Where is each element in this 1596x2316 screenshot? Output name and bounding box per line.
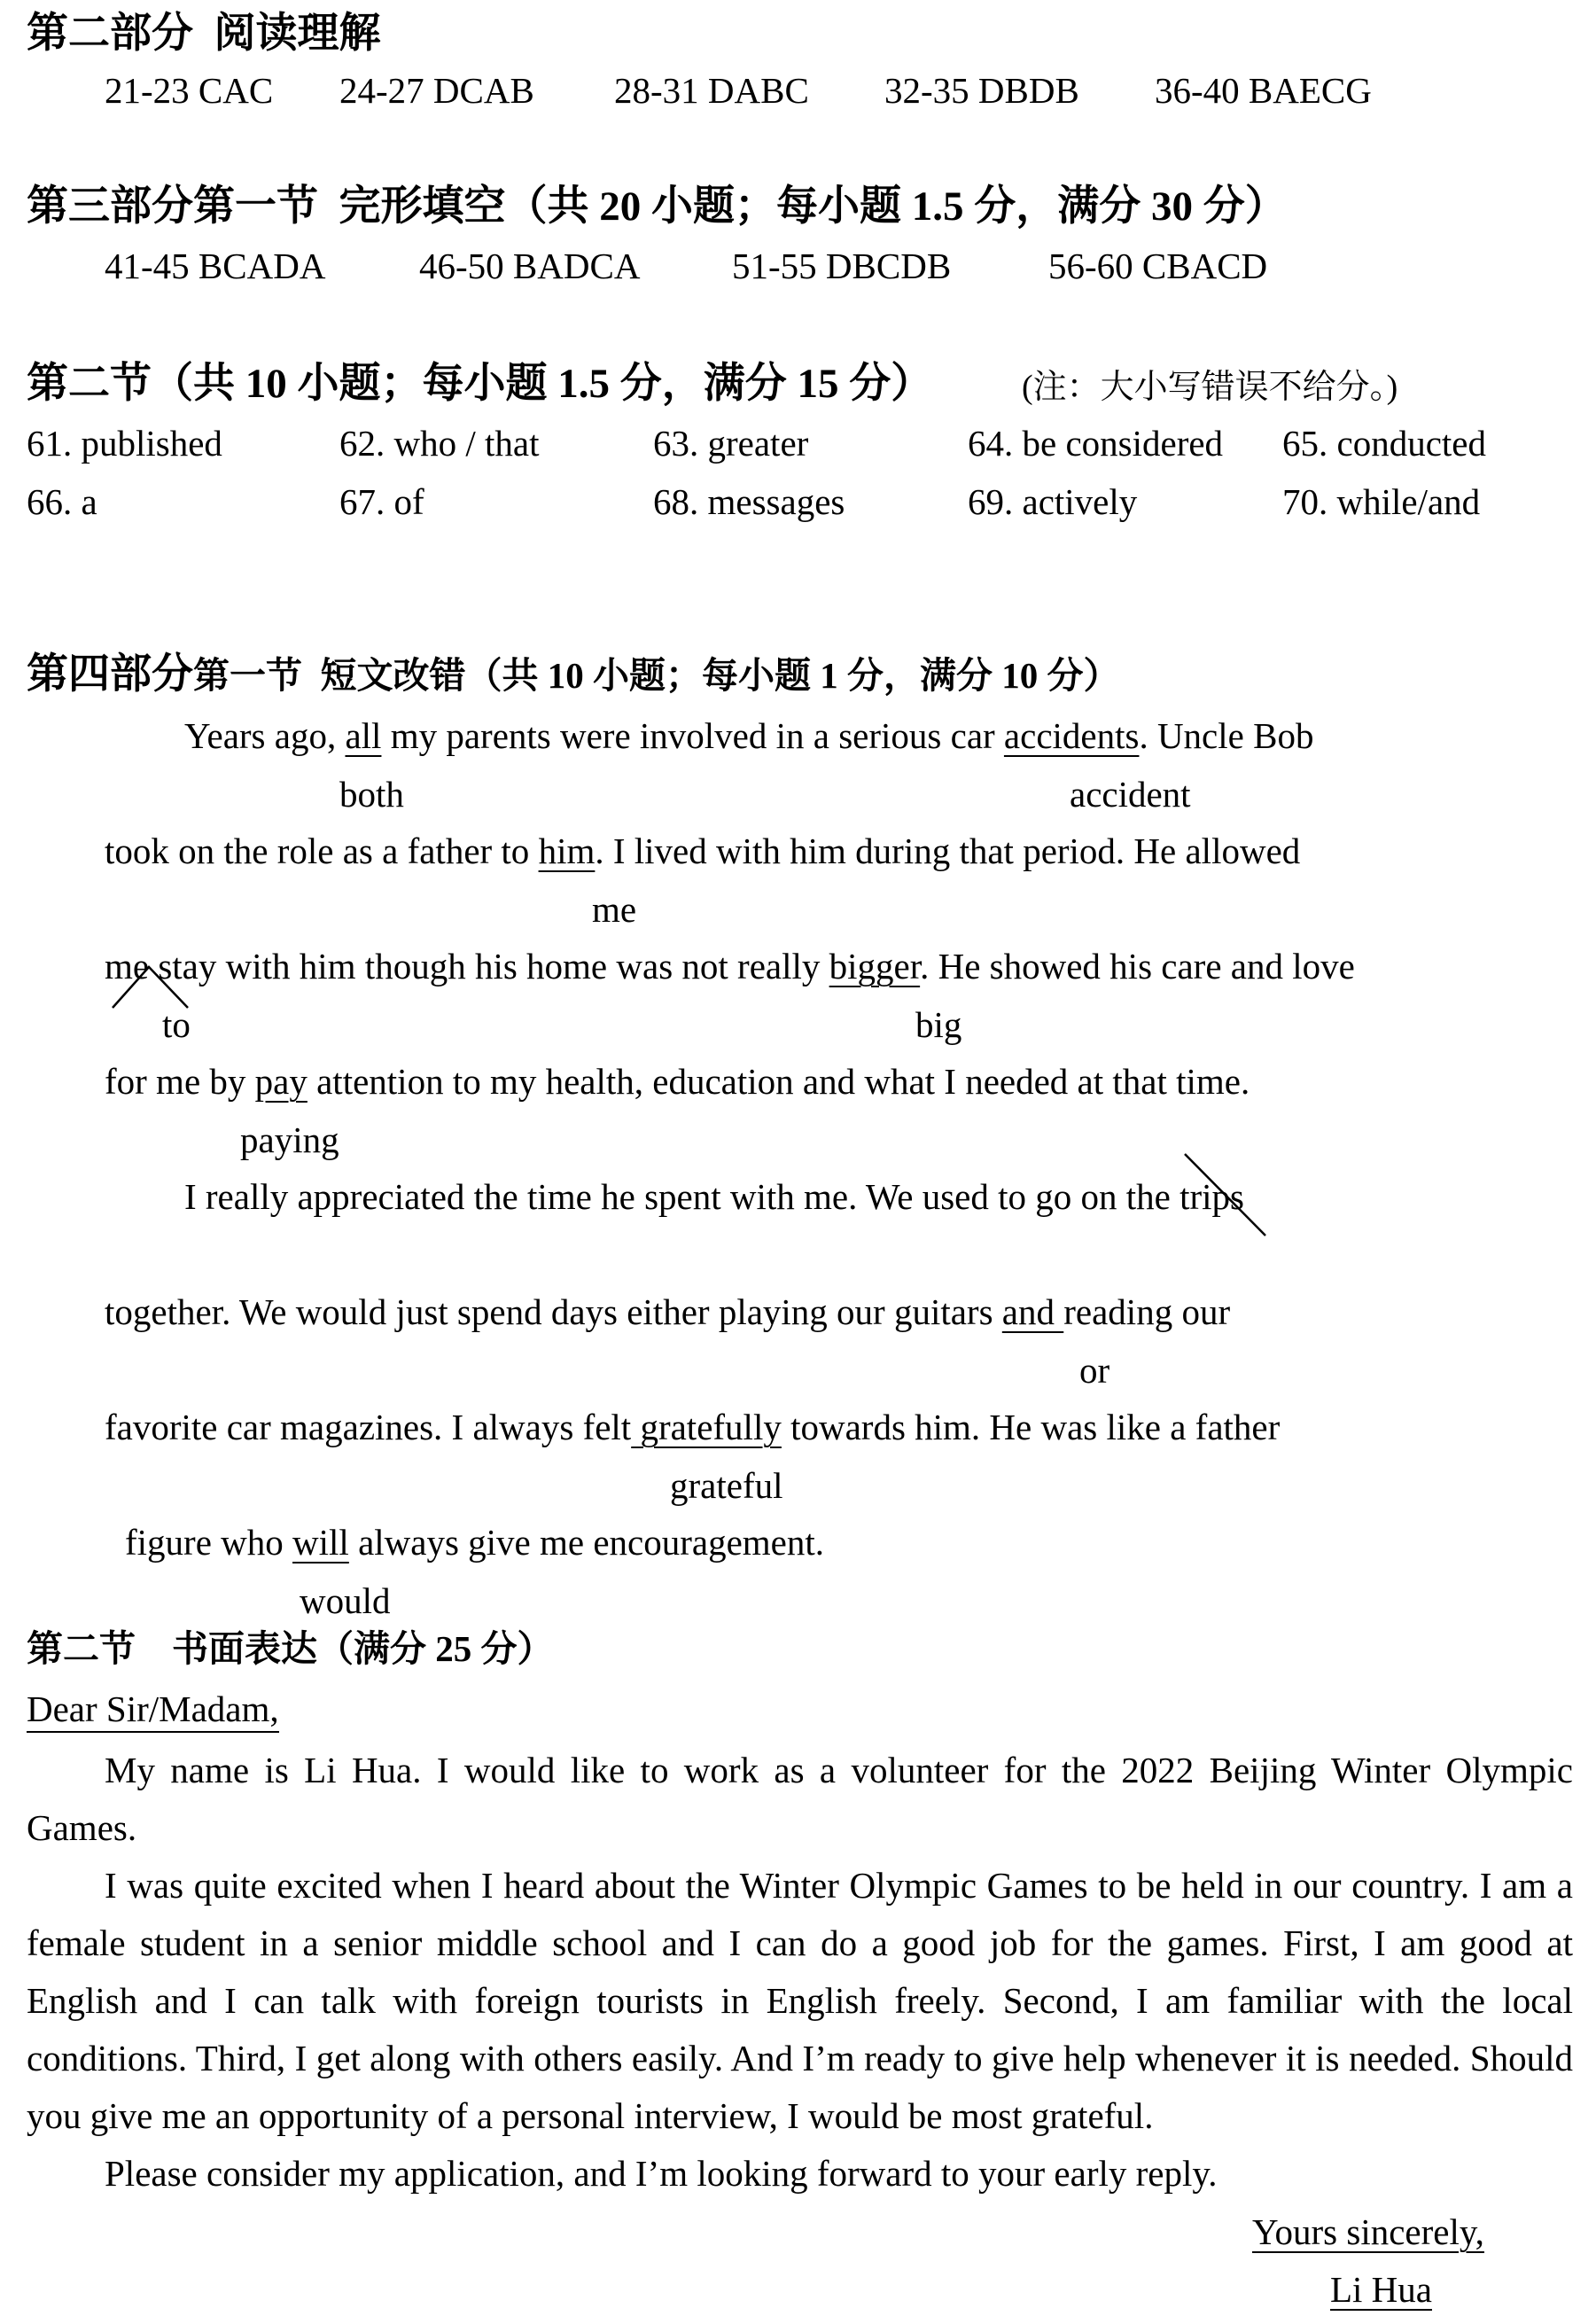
- letter-paragraph-3: Please consider my application, and I’m looking forward to your early reply.: [105, 2153, 1218, 2194]
- correction-line-1: Years ago, all my parents were involved in a serious car accidents. Uncle Bob: [184, 715, 1314, 756]
- correction-line-2: took on the role as a father to him. I lived with him during that period. He allowed: [105, 830, 1301, 871]
- part2-title: 第二部分 阅读理解: [27, 11, 381, 57]
- section2-title: 第二节（共 10 小题；每小题 1.5 分，满分 15 分）: [27, 361, 933, 407]
- correction-line-7: favorite car magazines. I always felt gratefully towards him. He was like a father: [105, 1407, 1281, 1447]
- correction-both: both: [339, 774, 404, 815]
- answer-70: 70. while/and: [1282, 481, 1481, 522]
- part2-answer-1: 21-23 CAC: [105, 70, 274, 111]
- correction-paying: paying: [240, 1119, 339, 1160]
- part2-answer-4: 32-35 DBDB: [884, 70, 1079, 111]
- correction-line-5: I really appreciated the time he spent with me. We used to go on the trips: [184, 1176, 1244, 1217]
- answer-69: 69. actively: [968, 481, 1138, 522]
- correction-to: to: [162, 1004, 191, 1045]
- part2-answer-2: 24-27 DCAB: [339, 70, 534, 111]
- answer-62: 62. who / that: [339, 423, 540, 464]
- correction-line-3: me stay with him though his home was not really bigger. He showed his care and love: [105, 946, 1355, 986]
- correction-would: would: [300, 1580, 391, 1621]
- letter-signature: Li Hua: [1330, 2269, 1432, 2310]
- answer-64: 64. be considered: [968, 423, 1224, 464]
- letter-paragraph-2: I was quite excited when I heard about the Winter Olympic Games to be held in our country. I am a female student in a senior middle school and I can do a good job for the games. First, I am good at English and I can talk with foreign tourists in English freely. Second, I am familiar with the local conditions. Third, I get along with others easily. And I’m ready to give help whenever it is needed. Should you give me an opportunity of a personal interview, I would be most grateful.: [27, 1865, 1573, 2136]
- correction-me: me: [592, 889, 637, 930]
- section2-note: (注：大小写错误不给分。): [1022, 369, 1398, 406]
- correction-or: or: [1079, 1350, 1110, 1391]
- part4-title: 第四部分第一节 短文改错（共 10 小题；每小题 1 分，满分 10 分）: [27, 651, 1120, 698]
- letter-paragraph-1: My name is Li Hua. I would like to work as a volunteer for the 2022 Beijing Winter Olympic Games.: [27, 1750, 1573, 1848]
- correction-line-4: for me by pay attention to my health, education and what I needed at that time.: [105, 1061, 1250, 1102]
- answer-63: 63. greater: [653, 423, 809, 464]
- part3-answer-3: 51-55 DBCDB: [732, 246, 952, 286]
- letter-closing: Yours sincerely,: [1252, 2211, 1484, 2252]
- correction-line-6: together. We would just spend days either playing our guitars and reading our: [105, 1291, 1231, 1332]
- correction-accident: accident: [1070, 774, 1191, 815]
- correction-big: big: [915, 1004, 962, 1045]
- part3-answer-2: 46-50 BADCA: [419, 246, 641, 286]
- answer-68: 68. messages: [653, 481, 845, 522]
- answer-67: 67. of: [339, 481, 424, 522]
- correction-line-8: figure who will always give me encouragement.: [125, 1522, 825, 1563]
- writing-title: 第二节 书面表达（满分 25 分）: [27, 1628, 554, 1669]
- letter-body: [27, 1742, 1573, 2203]
- part2-answer-5: 36-40 BAECG: [1155, 70, 1372, 111]
- answer-61: 61. published: [27, 423, 222, 464]
- answer-66: 66. a: [27, 481, 97, 522]
- letter-salutation: Dear Sir/Madam,: [27, 1691, 279, 1727]
- part2-answer-3: 28-31 DABC: [614, 70, 809, 111]
- part3-answer-1: 41-45 BCADA: [105, 246, 326, 286]
- correction-grateful: grateful: [670, 1465, 783, 1506]
- answer-65: 65. conducted: [1282, 423, 1486, 464]
- part3-title: 第三部分第一节 完形填空（共 20 小题；每小题 1.5 分，满分 30 分）: [27, 183, 1287, 230]
- part3-answer-4: 56-60 CBACD: [1048, 246, 1268, 286]
